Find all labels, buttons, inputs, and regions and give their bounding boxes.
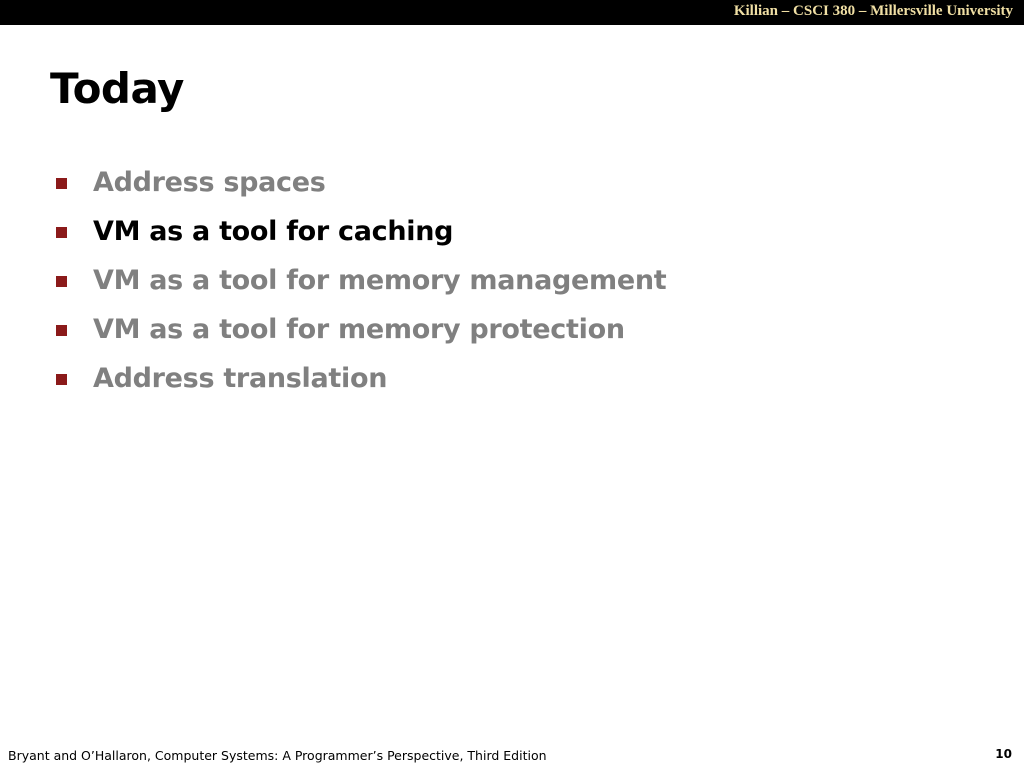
- slide-title: Today: [50, 64, 184, 113]
- agenda-item: [56, 158, 666, 207]
- agenda-list: [56, 158, 666, 403]
- agenda-item-label: Address spaces: [93, 167, 326, 198]
- agenda-item: [56, 256, 666, 305]
- square-bullet-icon: [56, 325, 67, 336]
- footer-citation: Bryant and O’Hallaron, Computer Systems: A Programmer’s Perspective, Third Edition: [8, 748, 547, 763]
- agenda-item-label: VM as a tool for memory protection: [93, 314, 625, 345]
- square-bullet-icon: [56, 374, 67, 385]
- agenda-item-label: VM as a tool for caching: [93, 216, 454, 247]
- agenda-item-label: VM as a tool for memory management: [93, 265, 667, 296]
- agenda-item: [56, 305, 666, 354]
- agenda-item-label: Address translation: [93, 363, 388, 394]
- page-number: 10: [995, 747, 1012, 761]
- square-bullet-icon: [56, 178, 67, 189]
- header-bar: [0, 0, 1024, 25]
- square-bullet-icon: [56, 227, 67, 238]
- square-bullet-icon: [56, 276, 67, 287]
- agenda-item: [56, 207, 666, 256]
- course-header: Killian – CSCI 380 – Millersville University: [733, 3, 1013, 19]
- agenda-item: [56, 354, 666, 403]
